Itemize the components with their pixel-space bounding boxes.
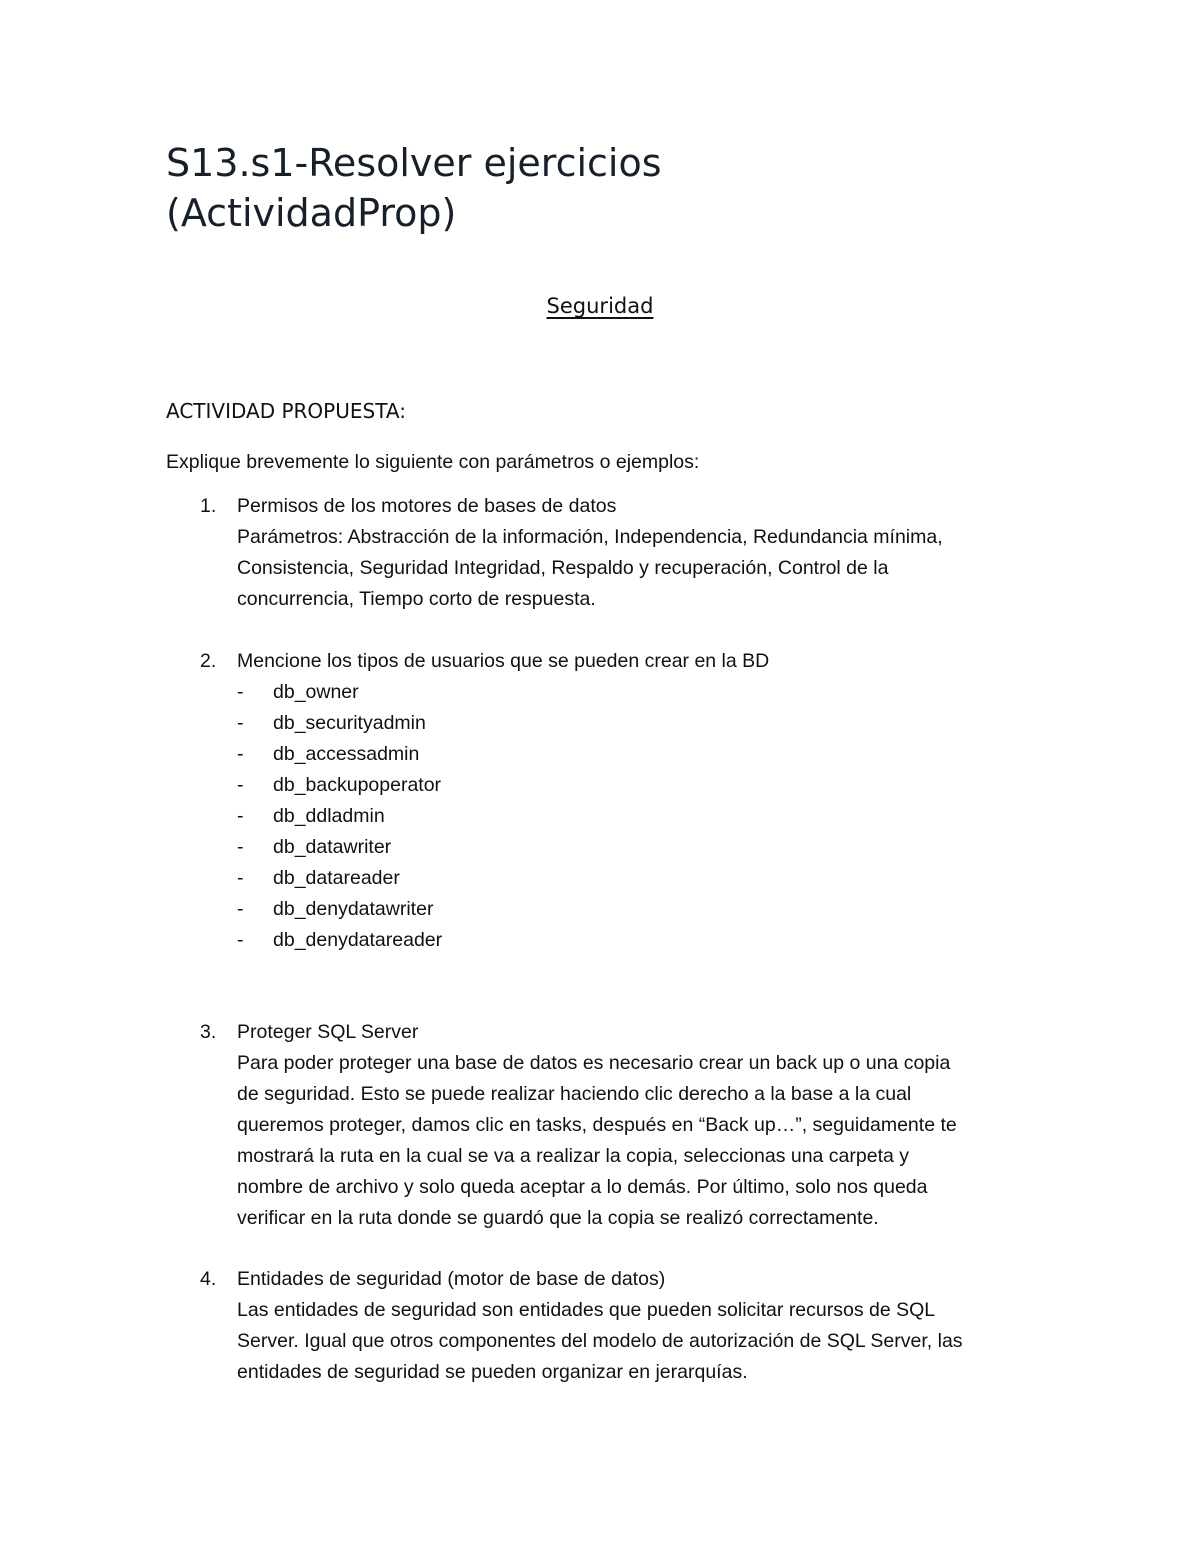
dash-bullet: - <box>237 836 244 858</box>
item-body-line: Parámetros: Abstracción de la información, Independencia, Redundancia mínima, <box>237 526 943 548</box>
item-number: 4. <box>200 1268 217 1290</box>
item-content <box>237 1017 1037 1234</box>
title-line-1: S13.s1-Resolver ejercicios <box>166 141 662 185</box>
role-name: db_accessadmin <box>273 743 420 765</box>
item-body-line: Las entidades de seguridad son entidades que pueden solicitar recursos de SQL <box>237 1299 936 1321</box>
role-item <box>237 925 1037 956</box>
role-item <box>237 863 1037 894</box>
role-item <box>237 770 1037 801</box>
item-content <box>237 646 1037 956</box>
dash-bullet: - <box>237 929 244 951</box>
section-heading <box>0 292 1200 320</box>
dash-bullet: - <box>237 681 244 703</box>
dash-bullet: - <box>237 774 244 796</box>
list-item-tipos-usuarios <box>200 646 1040 966</box>
role-item <box>237 832 1037 863</box>
list-item-proteger-sql-server <box>200 1017 1040 1237</box>
item-number: 1. <box>200 495 217 517</box>
item-number: 2. <box>200 650 217 672</box>
role-name: db_ddladmin <box>273 805 385 827</box>
item-body-line: concurrencia, Tiempo corto de respuesta. <box>237 588 596 610</box>
dash-bullet: - <box>237 743 244 765</box>
item-body-line: Consistencia, Seguridad Integridad, Respaldo y recuperación, Control de la <box>237 557 889 579</box>
item-heading: Entidades de seguridad (motor de base de datos) <box>237 1268 666 1290</box>
role-name: db_datareader <box>273 867 400 889</box>
item-body-line: verificar en la ruta donde se guardó que la copia se realizó correctamente. <box>237 1207 879 1229</box>
section-heading-text: Seguridad <box>546 294 654 318</box>
item-number: 3. <box>200 1021 217 1043</box>
dash-bullet: - <box>237 712 244 734</box>
role-name: db_denydatareader <box>273 929 443 951</box>
dash-bullet: - <box>237 867 244 889</box>
role-item <box>237 677 1037 708</box>
list-item-permisos <box>200 491 1040 621</box>
role-item <box>237 739 1037 770</box>
role-item <box>237 801 1037 832</box>
role-name: db_datawriter <box>273 836 392 858</box>
role-name: db_owner <box>273 681 359 703</box>
document-title <box>166 138 1066 238</box>
role-name: db_securityadmin <box>273 712 426 734</box>
list-item-entidades-seguridad <box>200 1264 1040 1394</box>
item-heading: Permisos de los motores de bases de datos <box>237 495 617 517</box>
item-body-line: Para poder proteger una base de datos es necesario crear un back up o una copia <box>237 1052 951 1074</box>
item-body-line: de seguridad. Esto se puede realizar haciendo clic derecho a la base a la cual <box>237 1083 912 1105</box>
role-item <box>237 708 1037 739</box>
item-body-line: mostrará la ruta en la cual se va a realizar la copia, seleccionas una carpeta y <box>237 1145 910 1167</box>
item-content <box>237 491 1037 615</box>
item-heading: Proteger SQL Server <box>237 1021 419 1043</box>
item-content <box>237 1264 1037 1388</box>
dash-bullet: - <box>237 805 244 827</box>
dash-bullet: - <box>237 898 244 920</box>
activity-label: ACTIVIDAD PROPUESTA: <box>166 399 406 423</box>
item-body-line: entidades de seguridad se pueden organizar en jerarquías. <box>237 1361 748 1383</box>
item-body-line: nombre de archivo y solo queda aceptar a lo demás. Por último, solo nos queda <box>237 1176 928 1198</box>
item-heading: Mencione los tipos de usuarios que se pueden crear en la BD <box>237 650 770 672</box>
title-line-2: (ActividadProp) <box>166 191 457 235</box>
role-name: db_denydatawriter <box>273 898 434 920</box>
intro-paragraph: Explique brevemente lo siguiente con parámetros o ejemplos: <box>166 451 700 473</box>
role-name: db_backupoperator <box>273 774 442 796</box>
roles-list <box>237 677 1037 956</box>
item-body-line: queremos proteger, damos clic en tasks, después en “Back up…”, seguidamente te <box>237 1114 957 1136</box>
role-item <box>237 894 1037 925</box>
item-body-line: Server. Igual que otros componentes del modelo de autorización de SQL Server, las <box>237 1330 963 1352</box>
